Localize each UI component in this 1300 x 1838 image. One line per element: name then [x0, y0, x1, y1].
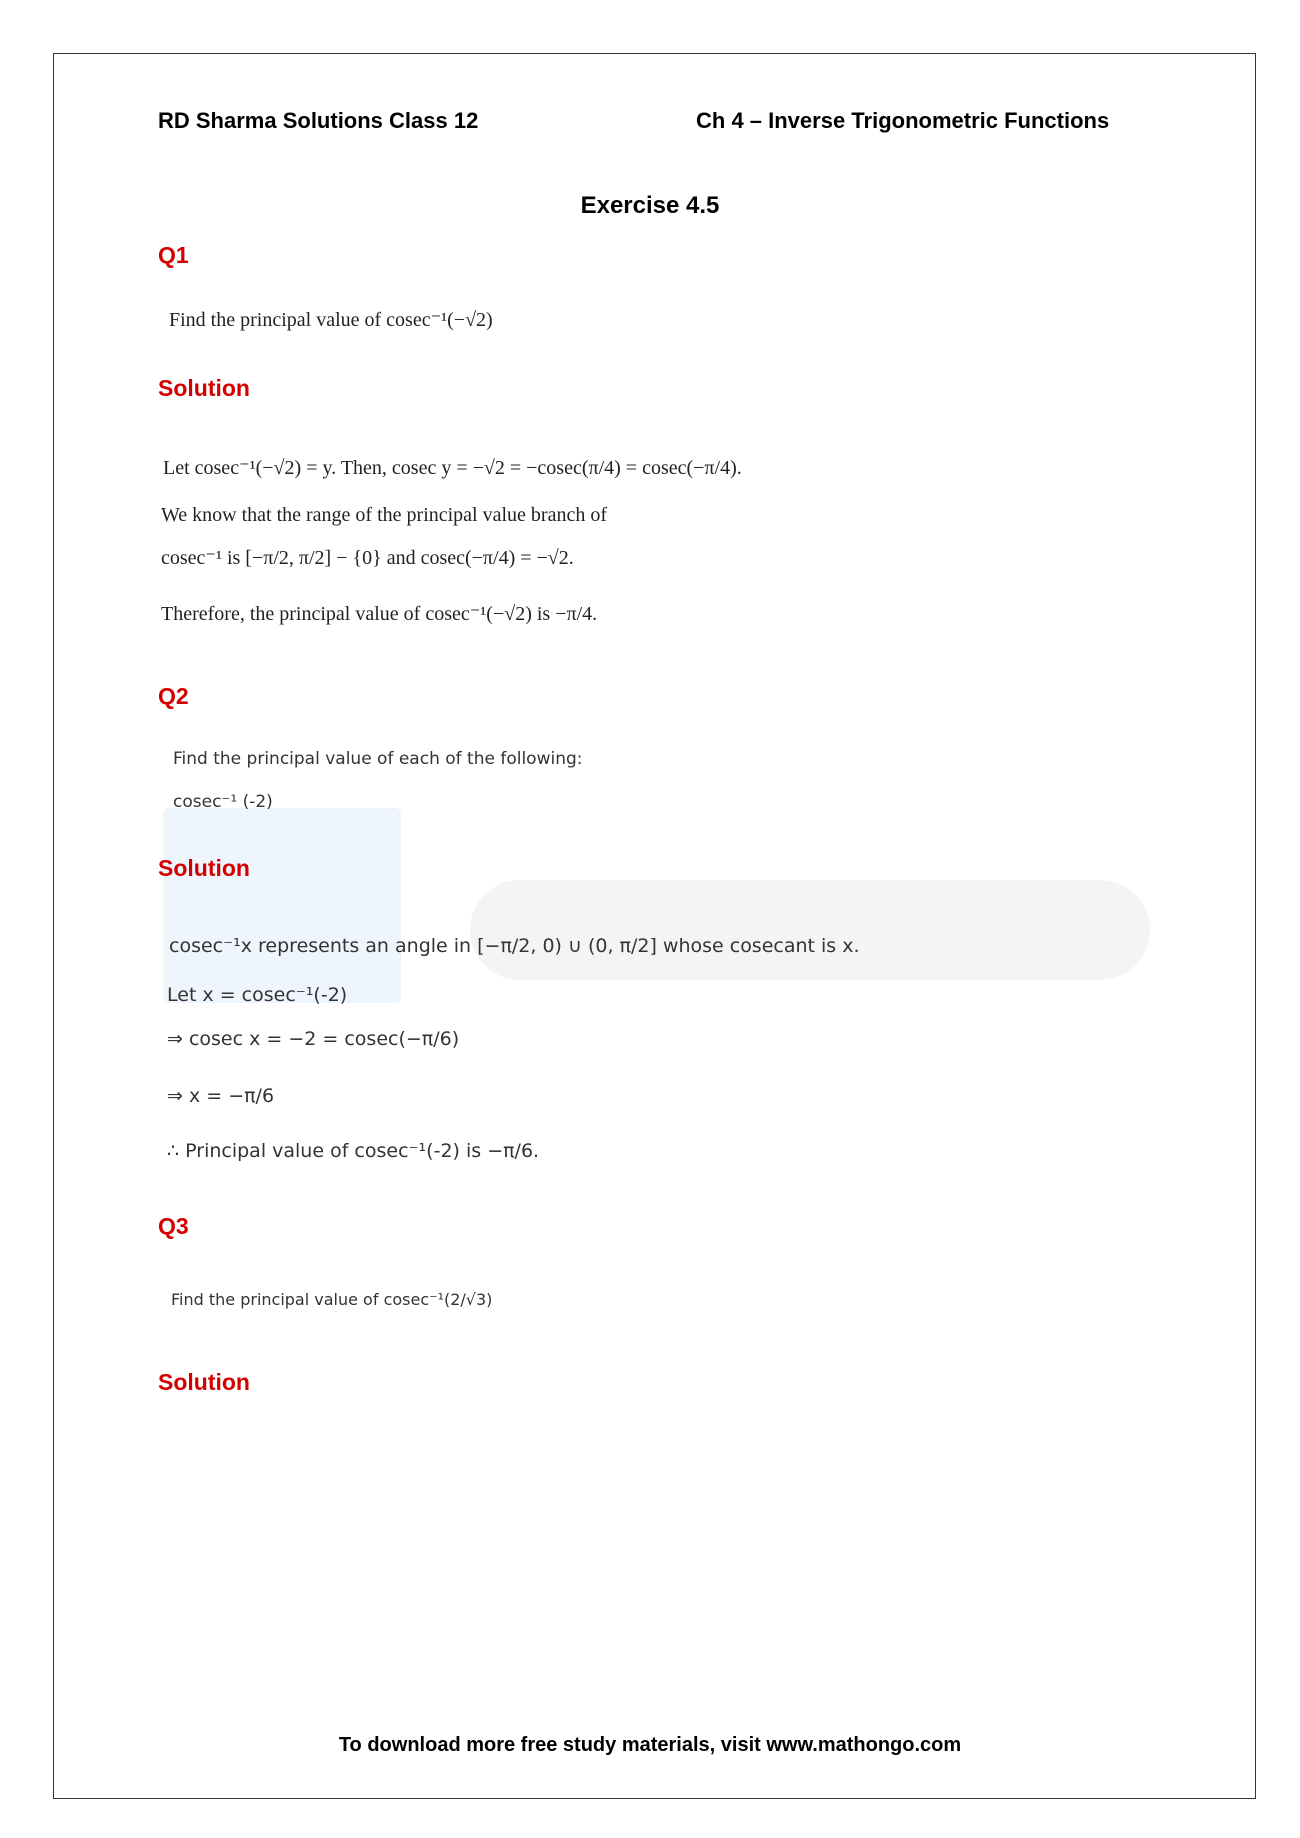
q2-solution-label: Solution: [158, 855, 250, 881]
q2-solution-line-1: cosec⁻¹x represents an angle in [−π/2, 0) ∪ (0, π/2] whose cosecant is x.: [169, 935, 860, 957]
q1-solution-line-2: We know that the range of the principal value branch of: [161, 504, 607, 526]
watermark-logo: [163, 808, 401, 1003]
header-book-title: RD Sharma Solutions Class 12: [158, 108, 479, 133]
q2-solution-line-4: ⇒ x = −π/6: [167, 1085, 275, 1107]
q2-solution-line-5: ∴ Principal value of cosec⁻¹(-2) is −π/6.: [167, 1140, 540, 1162]
header-chapter-title: Ch 4 – Inverse Trigonometric Functions: [696, 108, 1110, 133]
q1-solution-line-4: Therefore, the principal value of cosec⁻¹(−√2) is −π/4.: [161, 603, 598, 625]
q1-solution-label: Solution: [158, 375, 250, 401]
q2-solution-line-3: ⇒ cosec x = −2 = cosec(−π/6): [167, 1028, 460, 1050]
q1-question: Find the principal value of cosec⁻¹(−√2): [169, 309, 493, 331]
q1-solution-line-3: cosec⁻¹ is [−π/2, π/2] − {0} and cosec(−π/4) = −√2.: [161, 547, 574, 569]
q3-question: Find the principal value of cosec⁻¹(2/√3): [171, 1290, 493, 1309]
q2-label: Q2: [158, 683, 189, 709]
q1-solution-line-1: Let cosec⁻¹(−√2) = y. Then, cosec y = −√2 = −cosec(π/4) = cosec(−π/4).: [163, 457, 742, 479]
q1-label: Q1: [158, 242, 189, 268]
exercise-title: Exercise 4.5: [580, 192, 720, 219]
watermark-wordmark: [470, 880, 1150, 980]
q3-solution-label: Solution: [158, 1369, 250, 1395]
q2-solution-line-2: Let x = cosec⁻¹(-2): [167, 984, 348, 1006]
q2-subquestion: cosec⁻¹ (-2): [173, 792, 273, 812]
q3-label: Q3: [158, 1213, 189, 1239]
footer-text: To download more free study materials, visit www.mathongo.com: [338, 1734, 962, 1756]
q2-question: Find the principal value of each of the following:: [173, 749, 583, 769]
